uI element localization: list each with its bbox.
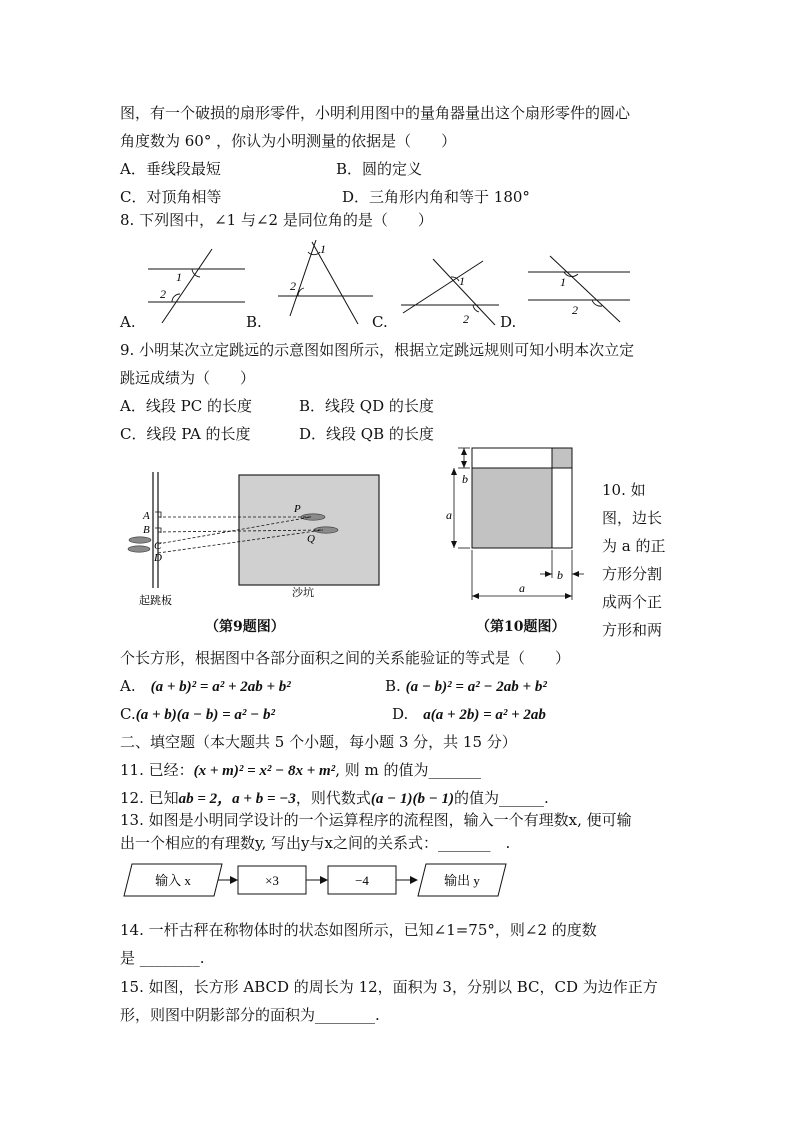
q12-mid: ，则代数式: [295, 789, 371, 807]
q7-option-c: C．对顶角相等: [120, 188, 222, 206]
q9-point-a: A: [143, 510, 150, 522]
q8-stem: 8. 下列图中，∠1 与∠2 是同位角的是（ ）: [120, 211, 433, 229]
q9-caption: （第9题图）: [205, 619, 285, 635]
q8-figure-c: [395, 255, 505, 330]
q11-expr: (x + m)² = x² − 8x + m²: [193, 763, 336, 779]
q7-option-b: B．圆的定义: [336, 160, 423, 178]
q9-board-label: 起跳板: [139, 595, 172, 607]
q11-post: , 则 m 的值为_______: [335, 761, 481, 779]
q9-option-d: D．线段 QB 的长度: [299, 425, 434, 443]
q7-option-a: A．垂线段最短: [120, 160, 221, 178]
q15-line2: 形，则图中阴影部分的面积为________.: [120, 1006, 380, 1024]
q9-point-c: C: [154, 540, 162, 552]
q9-option-c: C．线段 PA 的长度: [120, 425, 251, 443]
q10-label-b-bottom: b: [557, 568, 563, 582]
q10-option-b-expr: (a − b)² = a² − 2ab + b²: [405, 679, 547, 695]
q10-line-cont: 个长方形，根据图中各部分面积之间的关系能验证的等式是（ ）: [120, 649, 571, 667]
q8-a-angle2: 2: [160, 287, 166, 301]
q9-line1: 9. 小明某次立定跳远的示意图如图所示，根据立定跳远规则可知小明本次立定: [120, 341, 635, 359]
q10-option-a-letter: A.: [120, 677, 136, 695]
q10-side-1: 10. 如: [602, 481, 646, 499]
q14-line1: 14. 一杆古秤在称物体时的状态如图所示，已知∠1=75°，则∠2 的度数: [120, 921, 597, 939]
q9-point-q: Q: [307, 533, 315, 545]
q9-point-p: P: [294, 503, 301, 515]
q10-option-d: [392, 704, 546, 725]
q8-a-angle1: 1: [176, 270, 182, 284]
q10-side-6: 方形和两: [602, 621, 663, 639]
q9-option-a: A．线段 PC 的长度: [120, 397, 252, 415]
q7-line1: 图，有一个破损的扇形零件，小明利用图中的量角器量出这个扇形零件的圆心: [120, 104, 631, 122]
q10-option-a: [120, 676, 291, 697]
q10-option-c: [120, 704, 275, 725]
q10-option-a-expr: (a + b)² = a² + 2ab + b²: [150, 679, 291, 695]
q10-side-3: 为 a 的正: [602, 537, 666, 555]
q9-point-b: B: [143, 524, 150, 536]
q9-pit-label: 沙坑: [292, 587, 314, 599]
q8-figure-b: [268, 238, 378, 328]
q10-option-d-expr: a(a + 2b) = a² + 2ab: [423, 707, 546, 723]
q10-label-a-left: a: [446, 508, 452, 522]
q8-d-angle1: 1: [560, 275, 566, 289]
flow-subtract: −4: [355, 873, 369, 888]
q8-label-b: B.: [246, 313, 262, 331]
q9-line2: 跳远成绩为（ ）: [120, 369, 256, 387]
q13-flowchart: [122, 862, 512, 902]
q11: [120, 760, 481, 781]
q9-option-b: B．线段 QD 的长度: [299, 397, 434, 415]
q10-option-b-letter: B.: [385, 677, 401, 695]
q8-c-angle1: 1: [459, 274, 465, 288]
q12-expr1: ab = 2，a + b = −3: [178, 791, 296, 807]
q8-b-angle2: 2: [290, 279, 296, 293]
q15-line1: 15. 如图，长方形 ABCD 的周长为 12，面积为 3，分别以 BC，CD 为边作正方: [120, 978, 658, 996]
q10-side-4: 方形分割: [602, 565, 663, 583]
q8-label-c: C.: [372, 313, 388, 331]
q8-b-angle1: 1: [320, 242, 326, 256]
q10-option-c-expr: (a + b)(a − b) = a² − b²: [135, 707, 275, 723]
q10-side-2: 图，边长: [602, 509, 663, 527]
q10-figure: [440, 446, 590, 606]
q8-label-a: A.: [120, 313, 136, 331]
q8-figure-a: [140, 245, 250, 325]
q12-pre: 12. 已知: [120, 789, 179, 807]
q8-c-angle2: 2: [463, 312, 469, 326]
q8-label-d: D.: [500, 313, 517, 331]
q10-label-b-left: b: [462, 472, 468, 486]
flow-output: 输出 y: [444, 873, 480, 888]
q10-side-5: 成两个正: [602, 593, 663, 611]
q10-label-a-bottom: a: [519, 581, 525, 595]
q12-expr2: (a − 1)(b − 1): [370, 791, 455, 807]
q7-line2: 角度数为 60° ，你认为小明测量的依据是（ ）: [120, 132, 457, 150]
section2-title: 二、填空题（本大题共 5 个小题，每小题 3 分，共 15 分）: [120, 733, 517, 751]
q7-option-d: D．三角形内角和等于 180°: [342, 188, 530, 206]
q8-figure-d: [520, 248, 640, 328]
q10-caption: （第10题图）: [476, 619, 566, 635]
q10-option-b: [385, 676, 547, 697]
q12: [120, 788, 549, 809]
q9-figure: [125, 470, 390, 610]
flow-input: 输入 x: [155, 873, 191, 888]
q12-post: 的值为______.: [454, 789, 549, 807]
q10-option-c-letter: C.: [120, 705, 136, 723]
q9-point-d: D: [154, 552, 162, 564]
q10-option-d-letter: D.: [392, 705, 409, 723]
q13-line2: 出一个相应的有理数y, 写出y与x之间的关系式：_______ .: [120, 834, 511, 852]
flow-multiply: ×3: [265, 873, 279, 888]
q8-d-angle2: 2: [572, 303, 578, 317]
q11-pre: 11. 已经：: [120, 761, 194, 779]
q13-line1: 13. 如图是小明同学设计的一个运算程序的流程图，输入一个有理数x, 便可输: [120, 811, 632, 829]
q14-line2: 是 ________.: [120, 949, 205, 967]
